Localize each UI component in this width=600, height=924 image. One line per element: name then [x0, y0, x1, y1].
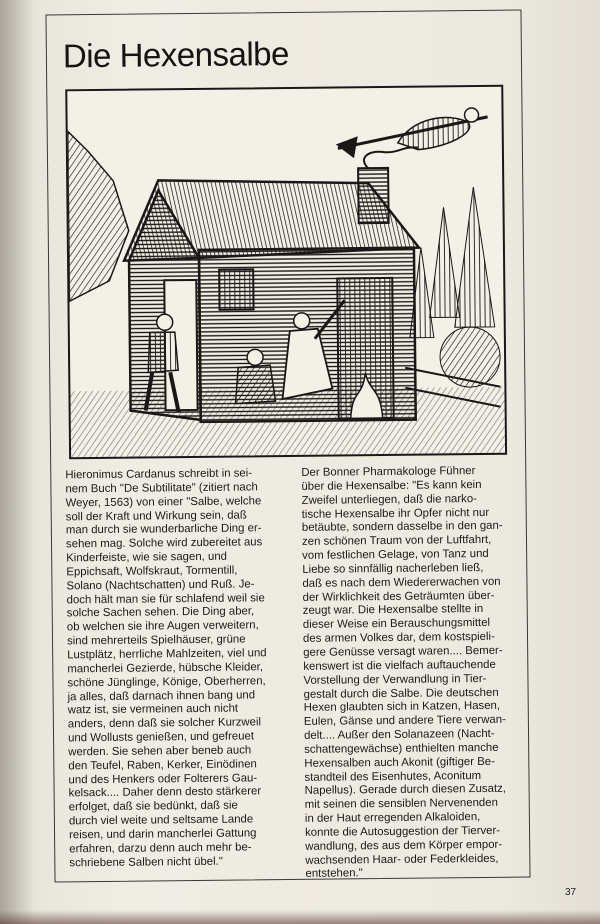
page-title: Die Hexensalbe: [62, 34, 290, 75]
page-bottom-edge: [0, 910, 600, 924]
page-gutter-shadow: [0, 0, 34, 924]
woodcut-svg: [67, 87, 505, 458]
woodcut-illustration: [65, 85, 507, 460]
smoke: [364, 147, 418, 168]
body-text-left-column: Hieronimus Cardanus schreibt in sei- nem Buch "De Subtilitate" (zitiert nach Weyer, 1563) von einer "Salbe, welche soll der Kraft und Wirkung sein, daß man durch sie wunderbarliche Ding er- sehen mag. Solche wird zubereitet aus Kinderfeiste, wie sie sagen, und Eppichsaft, Wolfskraut, Tormentill, Solano (Nachtschatten) und Ruß. Je- doch hält man sie für schlafend weil sie solche Sachen sehen. Die Ding aber, ob welchen sie ihre Augen verweitern, sind mehrerteils Spielhäuser, grüne Lustplätz, herrliche Mahlzeiten, viel und mancherlei Gezierde, hübsche Kleider, schöne Jünglinge, Könige, Oberherren, ja alles, daß darnach ihnen bang und watz ist, sie vermeinen auch nicht anders, denn daß sie solcher Kurzweil und Wollusts genießen, und gefreuet werden. Sie sehen aber beneb auch den Teufel, Raben, Kerker, Einödinen und des Henkers oder Folterers Gau- kelsack.... Daher denn desto stärkerer erfolget, daß sie bedünkt, daß sie durch viel weite und seltsame Lande reisen, und darin mancherlei Gattung erfahren, darzu denn auch mehr be- schriebene Salben nicht übel.": [65, 467, 267, 869]
window: [219, 269, 253, 309]
page-number: 37: [565, 887, 577, 898]
left-hills: [68, 131, 130, 302]
right-trees: [408, 187, 500, 388]
page-frame: [45, 10, 530, 883]
flying-witch: [335, 108, 488, 159]
body-text-right-column: Der Bonner Pharmakologe Fühner über die Hexensalbe: "Es kann kein Zweifel unterliegen, daß die narko- tische Hexensalbe ihr Opfer nicht nur betäubte, sondern dasselbe in den gan- zen schönen Traum von der Luftfahrt, vom festlichen Gelage, von Tanz und Liebe so sinnfällig nacherleben ließ, daß es nach dem Wiedererwachen von der Wirklichkeit des Geträumten über- zeugt war. Die Hexensalbe stellte in dieser Weise ein Berauschungsmittel des armen Volkes dar, dem kostspieli- gere Genüsse versagt waren.... Bemer- kenswert ist die vielfach auftauchende Vorstellung der Verwandlung in Tier- gestalt durch die Salbe. Die deutschen Hexen glaubten sich in Katzen, Hasen, Eulen, Gänse und andere Tiere verwan- delt.... Außer den Solanazeen (Nacht- schattengewächse) enthielten manche Hexensalben auch Akonit (giftiger Be- standteil des Eisenhutes, Aconitum Napellus). Gerade durch diesen Zusatz, mit seinen die sensiblen Nervenenden in der Haut erregenden Alkaloiden, konnte die Autosuggestion der Tierver- wandlung, des aus dem Körper empor- wachsenden Haar- oder Federkleides, entstehen.": [301, 465, 507, 881]
